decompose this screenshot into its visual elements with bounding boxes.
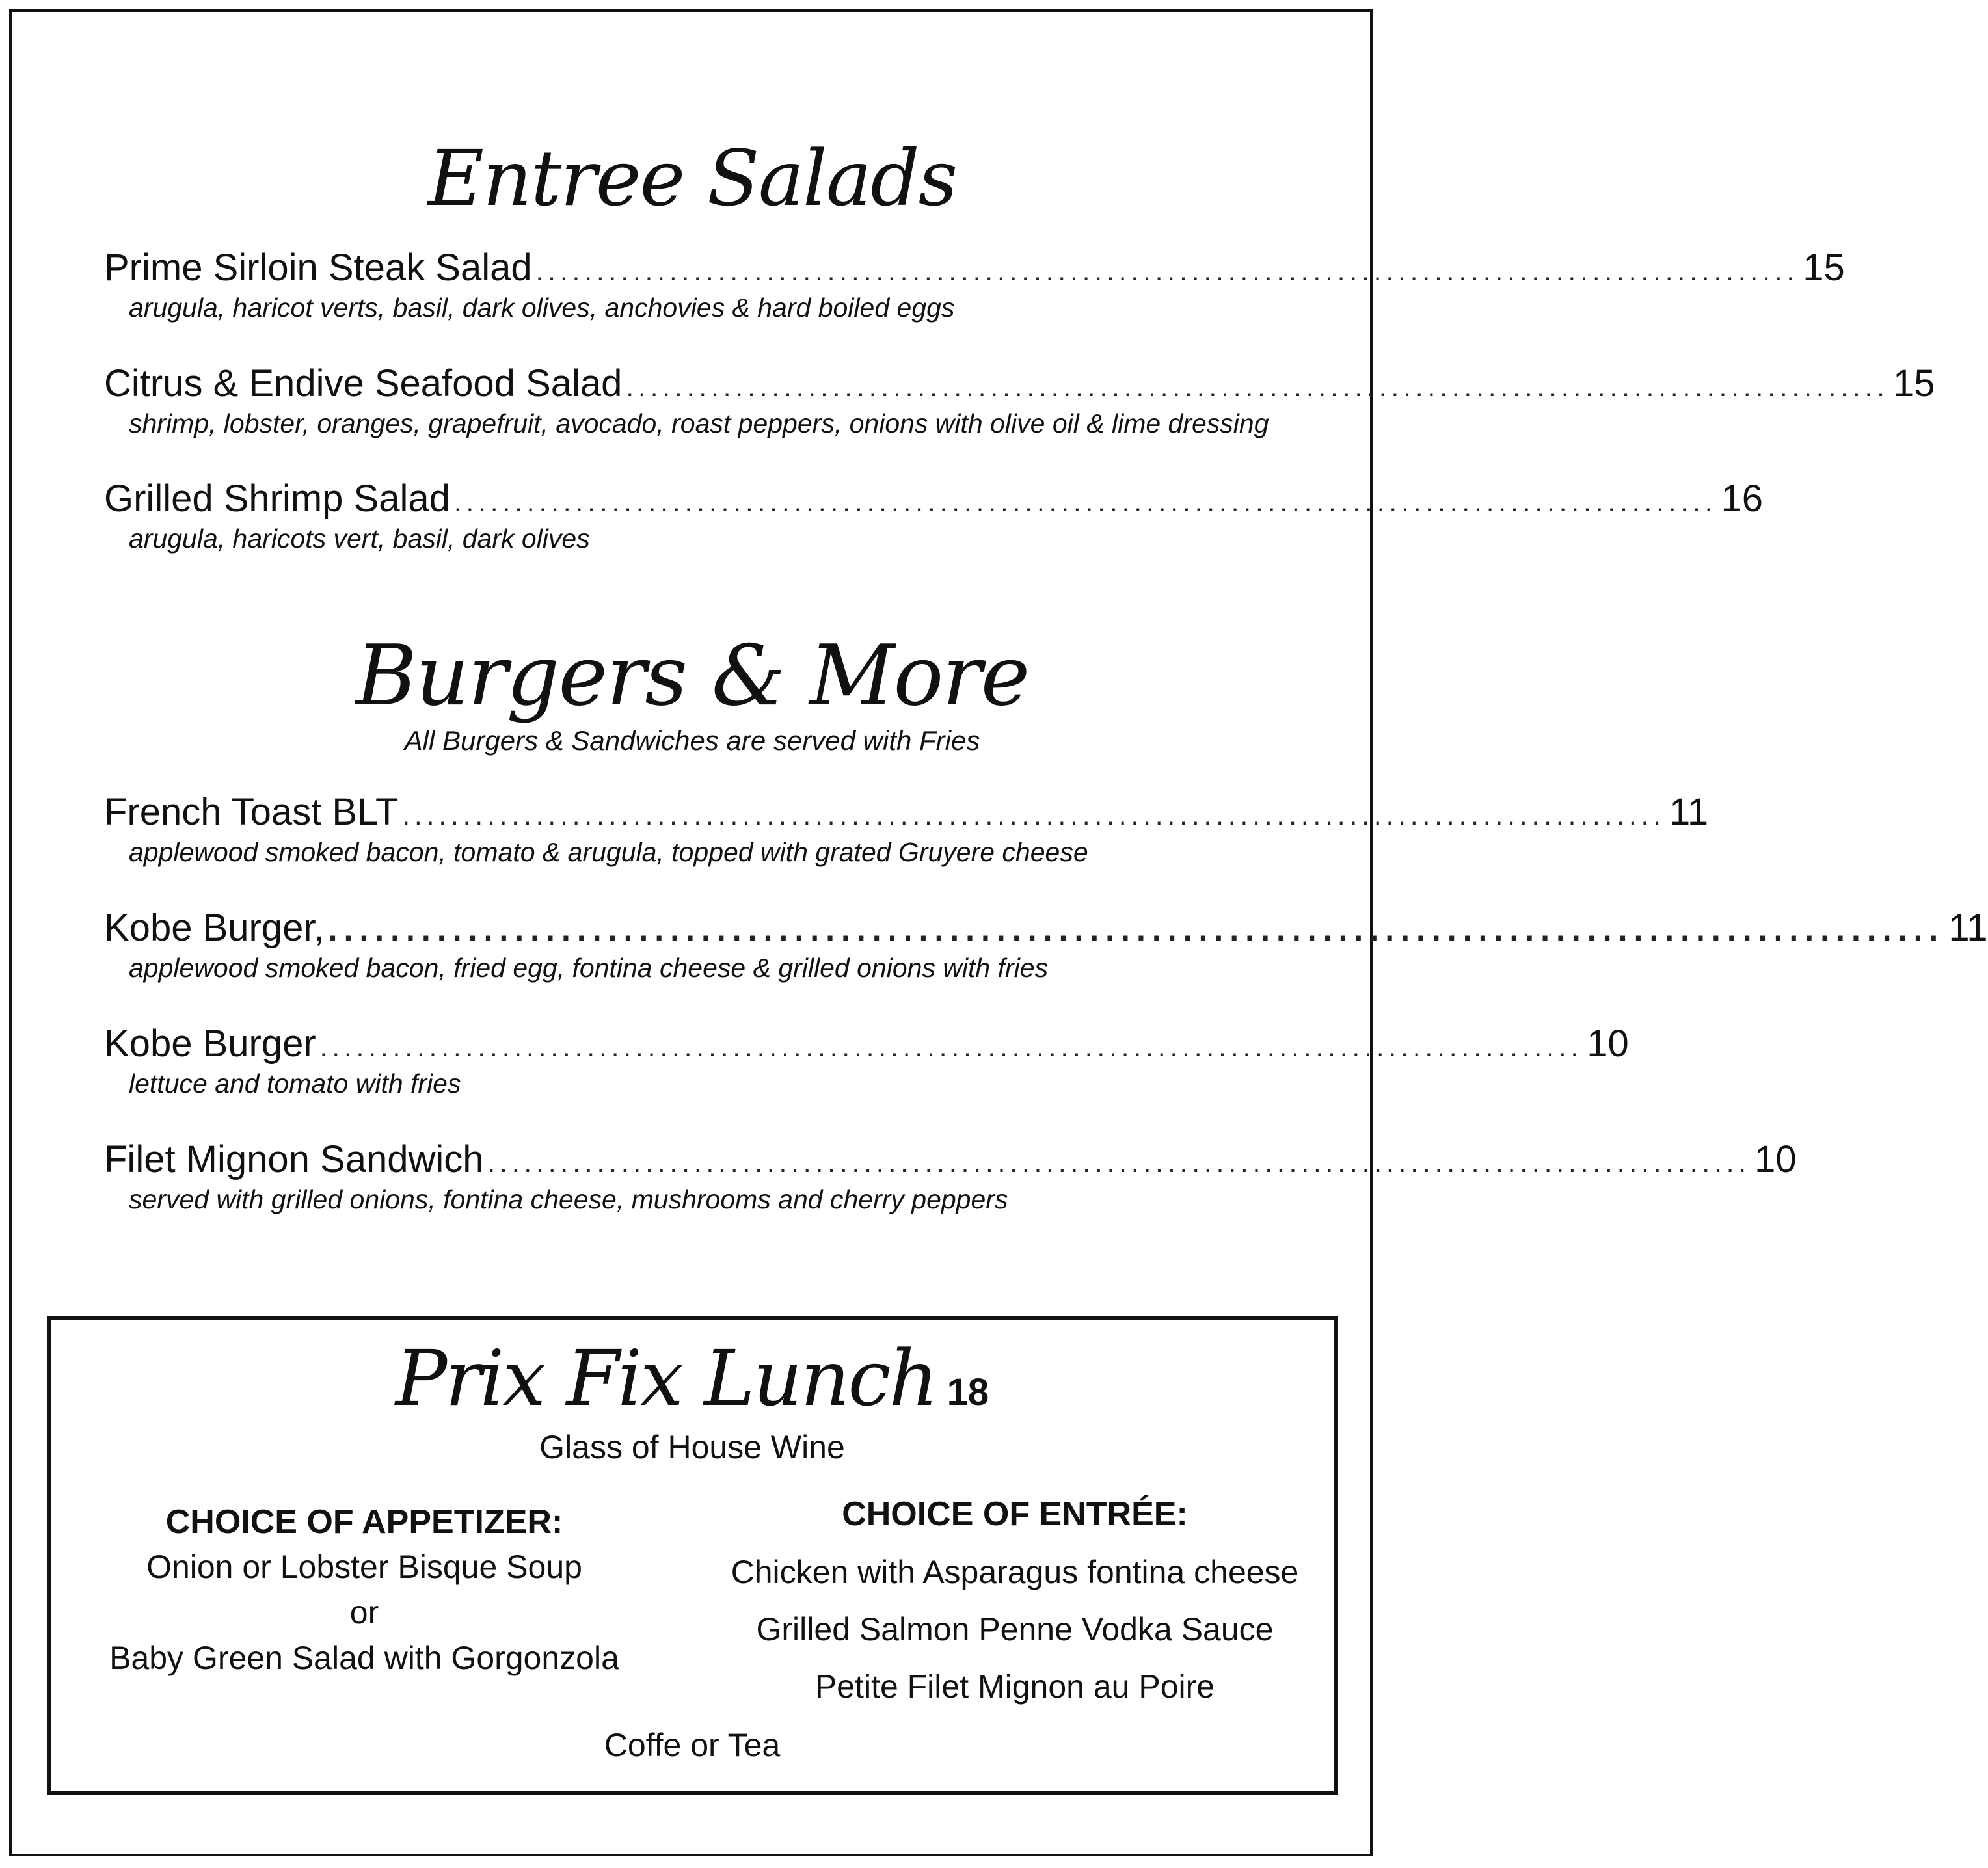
item-description: applewood smoked bacon, fried egg, fontina cheese & grilled onions with fries — [129, 953, 1049, 983]
appetizer-heading: CHOICE OF APPETIZER: — [165, 1503, 563, 1541]
dot-leader: ........................................................................................................ — [453, 487, 1717, 517]
dot-leader: ........................................................................................................ — [402, 800, 1665, 831]
prix-fix-title: Prix Fix Lunch — [395, 1333, 937, 1423]
menu-item — [104, 1022, 1629, 1099]
menu-item — [104, 790, 1709, 868]
item-price: 15 — [1892, 362, 1935, 405]
prix-fix-title-line — [0, 1333, 1384, 1423]
prix-fix-price: 18 — [947, 1371, 989, 1413]
dot-leader: ........................................................................................................ — [319, 1032, 1583, 1062]
item-name: Citrus & Endive Seafood Salad — [104, 362, 623, 405]
entree-option: Petite Filet Mignon au Poire — [814, 1668, 1215, 1705]
burgers-heading: Burgers & More — [355, 628, 1029, 725]
item-description: shrimp, lobster, oranges, grapefruit, avocado, roast peppers, onions with olive oil & lime dressing — [129, 408, 1269, 438]
menu-item — [104, 906, 1988, 983]
menu-item — [104, 246, 1845, 323]
item-price: 16 — [1721, 477, 1763, 520]
menu-item — [104, 477, 1763, 554]
item-price: 11 — [1948, 907, 1988, 949]
item-name: Filet Mignon Sandwich — [104, 1138, 484, 1181]
item-description: applewood smoked bacon, tomato & arugula, topped with grated Gruyere cheese — [129, 837, 1088, 867]
prix-fix-drink: Coffe or Tea — [604, 1727, 781, 1763]
entree-salads-heading: Entree Salads — [427, 133, 957, 223]
appetizer-option: Baby Green Salad with Gorgonzola — [109, 1640, 619, 1676]
entree-option: Chicken with Asparagus fontina cheese — [731, 1554, 1299, 1590]
item-description: lettuce and tomato with fries — [129, 1069, 461, 1099]
appetizer-or: or — [349, 1594, 379, 1631]
item-price: 10 — [1587, 1022, 1629, 1065]
dot-leader: ........................................................................................................ — [535, 256, 1799, 286]
prix-fix-wine: Glass of House Wine — [539, 1429, 845, 1465]
item-name: Prime Sirloin Steak Salad — [104, 247, 532, 289]
item-description: arugula, haricot verts, basil, dark olives, anchovies & hard boiled eggs — [129, 293, 955, 323]
burgers-note: All Burgers & Sandwiches are served with Fries — [404, 725, 980, 756]
entree-option: Grilled Salmon Penne Vodka Sauce — [756, 1611, 1274, 1648]
entree-heading: CHOICE OF ENTRÉE: — [842, 1495, 1188, 1533]
item-description: served with grilled onions, fontina cheese, mushrooms and cherry peppers — [129, 1184, 1008, 1214]
menu-item — [104, 362, 1935, 439]
item-name: Grilled Shrimp Salad — [104, 477, 450, 520]
item-name: Kobe Burger, — [104, 907, 325, 949]
dot-leader: ........................................................................................................ — [328, 911, 1945, 948]
dot-leader: ........................................................................................................ — [487, 1147, 1751, 1178]
item-name: French Toast BLT — [104, 791, 399, 833]
item-name: Kobe Burger — [104, 1022, 316, 1065]
dot-leader: ........................................................................................................ — [626, 371, 1889, 402]
appetizer-option: Onion or Lobster Bisque Soup — [146, 1549, 582, 1585]
item-price: 10 — [1754, 1138, 1797, 1181]
menu-item — [104, 1138, 1797, 1215]
item-description: arugula, haricots vert, basil, dark olives — [129, 524, 590, 554]
item-price: 15 — [1803, 247, 1845, 289]
item-price: 11 — [1669, 791, 1709, 833]
